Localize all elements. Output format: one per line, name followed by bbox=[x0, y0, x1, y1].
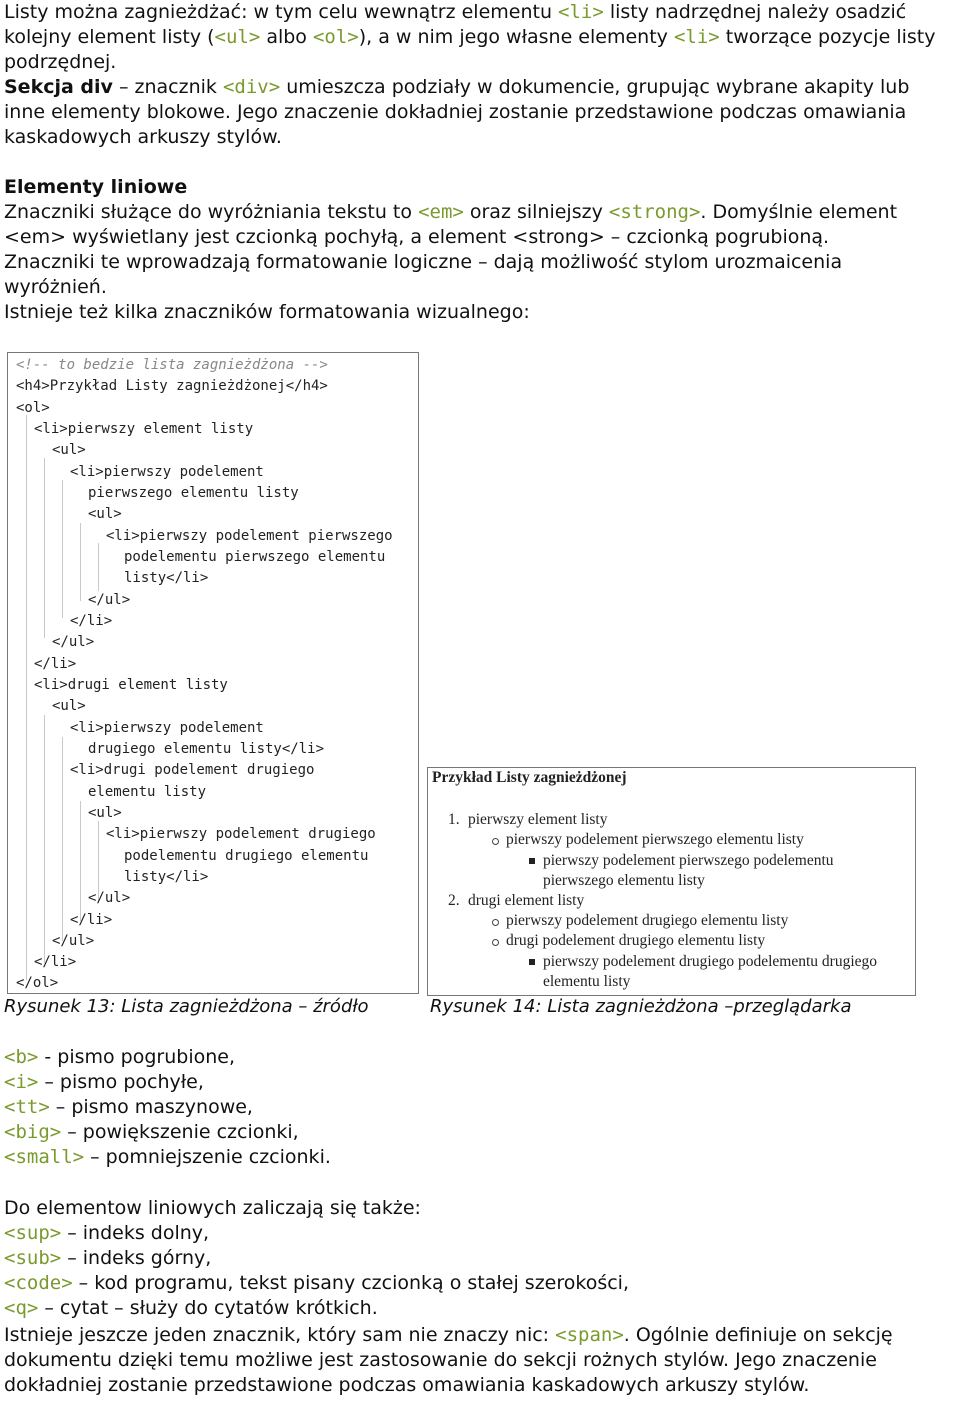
code-line: <ul> bbox=[52, 442, 86, 458]
tag-strong: <strong> bbox=[608, 201, 701, 223]
list-item: pierwszego elementu listy bbox=[543, 872, 705, 889]
square-bullet-icon bbox=[529, 959, 535, 965]
paragraph-nesting-line-3: podrzędnej. bbox=[4, 51, 117, 73]
code-line: </ul> bbox=[88, 890, 131, 906]
circle-bullet-icon bbox=[492, 838, 499, 845]
text: oraz silniejszy bbox=[463, 201, 609, 223]
section-line-3: Znaczniki te wprowadzają formatowanie logiczne – dają możliwość stylom urozmaicenia bbox=[4, 251, 843, 273]
inline-tag-item bbox=[4, 1296, 378, 1321]
visual-tag-item bbox=[4, 1045, 235, 1070]
span-paragraph-line-3: dokładniej zostanie przedstawione podczas omawiania kaskadowych arkuszy stylów. bbox=[4, 1374, 810, 1396]
figure-13-source-code bbox=[7, 352, 419, 994]
list-item: elementu listy bbox=[543, 973, 631, 990]
text: listy nadrzędnej należy osadzić bbox=[603, 1, 907, 23]
indent-guide bbox=[44, 715, 45, 963]
text: – indeks górny, bbox=[61, 1247, 212, 1269]
visual-tag-item bbox=[4, 1120, 299, 1145]
tag-li: <li> bbox=[673, 26, 720, 48]
code-line: <li>pierwszy podelement pierwszego bbox=[106, 528, 393, 544]
indent-guide bbox=[44, 458, 45, 638]
code-line: elementu listy bbox=[88, 784, 207, 800]
code-line: </li> bbox=[34, 656, 77, 672]
span-paragraph-line-1 bbox=[4, 1323, 893, 1348]
text: – powiększenie czcionki, bbox=[61, 1121, 299, 1143]
render-heading: Przykład Listy zagnieżdżonej bbox=[432, 769, 627, 786]
list-item: pierwszy podelement drugiego elementu listy bbox=[506, 912, 789, 929]
text: ), a w nim jego własne elementy bbox=[358, 26, 674, 48]
tag-b: <b> bbox=[4, 1046, 39, 1068]
circle-bullet-icon bbox=[492, 919, 499, 926]
text: tworzące pozycje listy bbox=[719, 26, 936, 48]
list-item: pierwszy podelement drugiego podelementu drugiego bbox=[543, 953, 878, 970]
code-line: listy</li> bbox=[124, 570, 209, 586]
list-item: drugi element listy bbox=[468, 892, 585, 909]
section-line-2: <em> wyświetlany jest czcionką pochyłą, a element <strong> – czcionką pogrubioną. bbox=[4, 226, 830, 248]
visual-tag-item bbox=[4, 1070, 204, 1095]
text: . Domyślnie element bbox=[700, 201, 898, 223]
tag-q: <q> bbox=[4, 1297, 39, 1319]
code-line: <li>drugi podelement drugiego bbox=[70, 762, 315, 778]
text: - pismo pogrubione, bbox=[38, 1046, 236, 1068]
indent-guide bbox=[26, 415, 27, 980]
tag-tt: <tt> bbox=[4, 1096, 50, 1118]
tag-span: <span> bbox=[555, 1324, 624, 1346]
figure-13-caption: Rysunek 13: Lista zagnieżdżona – źródło bbox=[4, 996, 369, 1017]
text: – znacznik bbox=[112, 76, 223, 98]
visual-tag-item bbox=[4, 1145, 331, 1170]
code-line: drugiego elementu listy</li> bbox=[88, 741, 325, 757]
tag-code: <code> bbox=[4, 1272, 73, 1294]
tag-ul: <ul> bbox=[214, 26, 261, 48]
code-line: <li>pierwszy element listy bbox=[34, 421, 254, 437]
text: umieszcza podziały w dokumencie, grupując wybrane akapity lub bbox=[280, 76, 910, 98]
code-line: pierwszego elementu listy bbox=[88, 485, 299, 501]
list-number: 1. bbox=[448, 811, 460, 828]
text: – kod programu, tekst pisany czcionką o stałej szerokości, bbox=[72, 1272, 629, 1294]
inline-tag-item bbox=[4, 1221, 209, 1246]
text: – pismo pochyłe, bbox=[38, 1071, 204, 1093]
tag-li: <li> bbox=[558, 1, 604, 23]
text: albo bbox=[260, 26, 313, 48]
indent-guide bbox=[98, 543, 99, 591]
circle-bullet-icon bbox=[492, 939, 499, 946]
code-line: </ul> bbox=[52, 933, 95, 949]
square-bullet-icon bbox=[529, 858, 535, 864]
code-line: <ol> bbox=[16, 400, 50, 416]
indent-guide bbox=[80, 801, 81, 921]
list-item: pierwszy podelement pierwszego podelementu bbox=[543, 852, 834, 869]
code-line: </li> bbox=[70, 613, 113, 629]
section-heading: Elementy liniowe bbox=[4, 176, 188, 198]
code-line: <ul> bbox=[88, 506, 122, 522]
paragraph-div-line-1 bbox=[4, 75, 909, 100]
section-line-5: Istnieje też kilka znaczników formatowania wizualnego: bbox=[4, 301, 530, 323]
tag-em: <em> bbox=[418, 201, 464, 223]
span-paragraph-line-2: dokumentu dzięki temu możliwe jest zastosowanie do sekcji rożnych stylów. Jego znaczenie bbox=[4, 1349, 877, 1371]
list-item: pierwszy podelement pierwszego elementu listy bbox=[506, 831, 804, 848]
code-line: <li>pierwszy podelement drugiego bbox=[106, 826, 376, 842]
paragraph-nesting-line-1 bbox=[4, 0, 906, 25]
text: kolejny element listy ( bbox=[4, 26, 215, 48]
tag-small: <small> bbox=[4, 1146, 85, 1168]
tag-sup: <sup> bbox=[4, 1222, 62, 1244]
visual-tag-item bbox=[4, 1095, 253, 1120]
code-line: <!-- to bedzie lista zagnieżdżona --> bbox=[16, 357, 328, 373]
section-line-4: wyróżnień. bbox=[4, 276, 107, 298]
code-line: <li>drugi element listy bbox=[34, 677, 228, 693]
code-line: </ol> bbox=[16, 975, 59, 991]
inline-tag-item bbox=[4, 1271, 629, 1296]
code-line: </ul> bbox=[88, 592, 131, 608]
text: . Ogólnie definiuje on sekcję bbox=[623, 1324, 893, 1346]
inline-intro: Do elementow liniowych zaliczają się także: bbox=[4, 1197, 421, 1219]
code-line: <ul> bbox=[52, 698, 86, 714]
tag-big: <big> bbox=[4, 1121, 62, 1143]
figure-14-caption: Rysunek 14: Lista zagnieżdżona –przeglądarka bbox=[430, 996, 852, 1017]
code-line: podelementu drugiego elementu bbox=[124, 848, 369, 864]
list-number: 2. bbox=[448, 892, 460, 909]
indent-guide bbox=[80, 523, 81, 601]
tag-sub: <sub> bbox=[4, 1247, 62, 1269]
text: – indeks dolny, bbox=[61, 1222, 210, 1244]
list-item: drugi podelement drugiego elementu listy bbox=[506, 932, 766, 949]
inline-tag-item bbox=[4, 1246, 211, 1271]
code-line: <li>pierwszy podelement bbox=[70, 464, 264, 480]
code-line: </ul> bbox=[52, 634, 95, 650]
list-item: pierwszy element listy bbox=[468, 811, 608, 828]
code-line: <li>pierwszy podelement bbox=[70, 720, 264, 736]
paragraph-div-line-2: inne elementy blokowe. Jego znaczenie dokładniej zostanie przedstawione podczas omawiania bbox=[4, 101, 907, 123]
code-line: </li> bbox=[34, 954, 77, 970]
paragraph-div-line-3: kaskadowych arkuszy stylów. bbox=[4, 126, 282, 148]
indent-guide bbox=[62, 480, 63, 618]
code-line: <ul> bbox=[88, 805, 122, 821]
tag-div: <div> bbox=[222, 76, 281, 98]
text: – cytat – służy do cytatów krótkich. bbox=[38, 1297, 378, 1319]
paragraph-nesting-line-2 bbox=[4, 25, 935, 50]
section-line-1 bbox=[4, 200, 897, 225]
tag-i: <i> bbox=[4, 1071, 39, 1093]
figure-14-browser-render bbox=[427, 767, 916, 996]
code-line: <h4>Przykład Listy zagnieżdżonej</h4> bbox=[16, 378, 328, 394]
code-line: podelementu pierwszego elementu bbox=[124, 549, 386, 565]
text: Listy można zagnieżdżać: w tym celu wewnątrz elementu bbox=[4, 1, 559, 23]
term-sekcja-div: Sekcja div bbox=[4, 76, 113, 98]
text: Istnieje jeszcze jeden znacznik, który sam nie znaczy nic: bbox=[4, 1324, 556, 1346]
text: – pomniejszenie czcionki. bbox=[84, 1146, 331, 1168]
tag-ol: <ol> bbox=[312, 26, 359, 48]
indent-guide bbox=[62, 737, 63, 941]
text: – pismo maszynowe, bbox=[49, 1096, 253, 1118]
code-line: </li> bbox=[70, 912, 113, 928]
code-line: listy</li> bbox=[124, 869, 209, 885]
text: Znaczniki służące do wyróżniania tekstu to bbox=[4, 201, 419, 223]
